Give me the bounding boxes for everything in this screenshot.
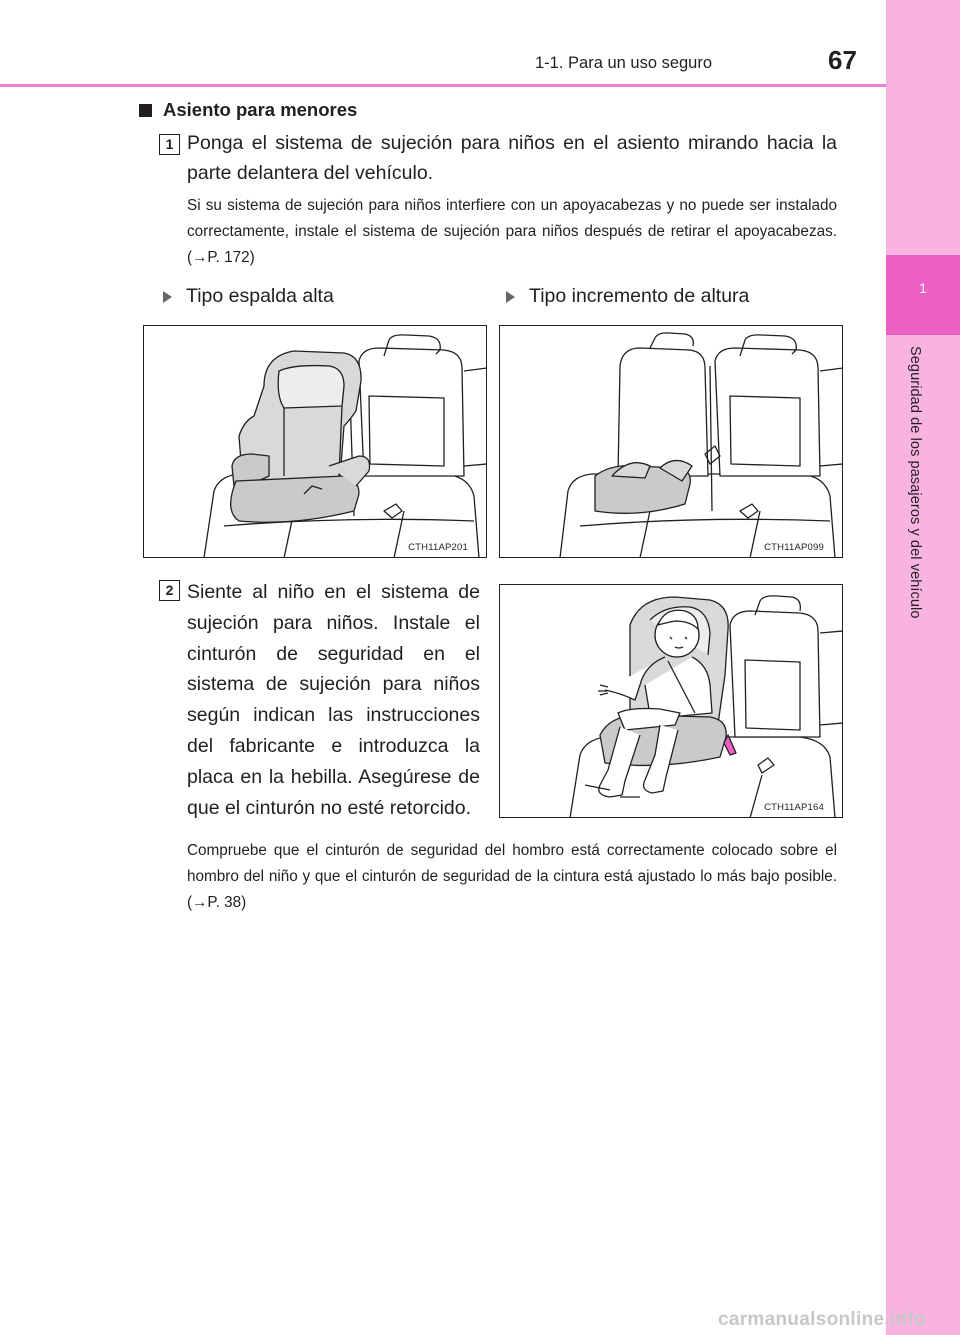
step-2-number: 2 <box>159 580 180 601</box>
section-heading-text: Asiento para menores <box>163 99 358 120</box>
chapter-title: Seguridad de los pasajeros y del vehículo <box>907 346 923 619</box>
figure-2-code: CTH11AP099 <box>764 542 824 553</box>
step-2-text: Siente al niño en el sistema de sujeción para niños. Instale el cinturón de seguridad en el sistema de sujeción para niños según indican las instrucciones del fabricante e introduzca la placa en la hebilla. Asegúrese de que el cinturón no esté retorcido. <box>187 581 480 819</box>
step-1-note: Si su sistema de sujeción para niños interfiere con un apoyacabezas y no puede ser instalado correctamente, instale el sistema de sujeción para niños después de retirar el apoyacabezas. (→P. 172) <box>187 197 837 266</box>
footer-watermark[interactable]: carmanualsonline.info <box>718 1309 926 1330</box>
page-number: 67 <box>828 45 857 75</box>
square-bullet-icon <box>139 104 152 117</box>
child-seated-in-booster-icon <box>500 585 843 818</box>
triangle-bullet-icon <box>163 291 172 303</box>
chapter-number: 1 <box>919 280 927 296</box>
header-divider <box>0 84 886 87</box>
figure-child-seated <box>499 584 843 818</box>
header-section-title: 1-1. Para un uso seguro <box>535 54 713 72</box>
figure-backless-booster <box>499 325 843 558</box>
section-heading <box>139 99 357 121</box>
step-1-number: 1 <box>159 134 180 155</box>
chapter-sidebar <box>886 0 960 1335</box>
figure-high-back-booster <box>143 325 487 558</box>
figure-3-code: CTH11AP164 <box>764 802 824 813</box>
step-2-note: Compruebe que el cinturón de seguridad del hombro está correctamente colocado sobre el hombro del niño y que el cinturón de seguridad de la cintura está ajustado lo más bajo posible. (→P. 38) <box>187 842 837 911</box>
triangle-bullet-icon <box>506 291 515 303</box>
backless-booster-seat-icon <box>500 326 843 558</box>
figure-1-label: Tipo espalda alta <box>163 285 334 308</box>
high-back-booster-seat-icon <box>144 326 487 558</box>
step-1-text: Ponga el sistema de sujeción para niños en el asiento mirando hacia la parte delantera del vehículo. <box>187 132 837 184</box>
figure-2-label: Tipo incremento de altura <box>506 285 749 308</box>
figure-1-code: CTH11AP201 <box>408 542 468 553</box>
